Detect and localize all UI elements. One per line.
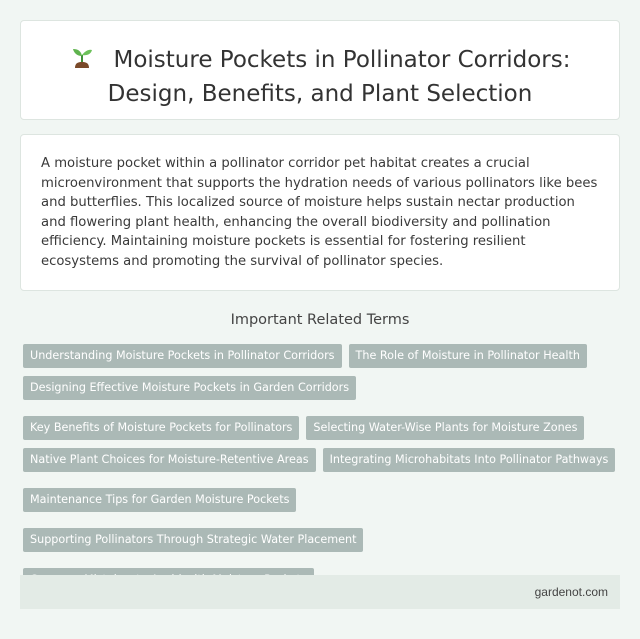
footer [20, 575, 620, 609]
related-term-tag[interactable]: Supporting Pollinators Through Strategic Water Placement [23, 528, 363, 552]
related-term-tag[interactable]: The Role of Moisture in Pollinator Health [349, 344, 587, 368]
title-card [20, 20, 620, 120]
related-term-tag[interactable]: Understanding Moisture Pockets in Pollinator Corridors [23, 344, 342, 368]
title-line-2: Design, Benefits, and Plant Selection [107, 81, 533, 107]
related-term-tag[interactable]: Designing Effective Moisture Pockets in Garden Corridors [23, 376, 356, 400]
related-term-tag[interactable]: Key Benefits of Moisture Pockets for Pollinators [23, 416, 299, 440]
page-title [21, 44, 619, 110]
related-terms-heading: Important Related Terms [230, 312, 410, 328]
title-line-1: Moisture Pockets in Pollinator Corridors: [113, 47, 571, 73]
related-term-tag[interactable]: Integrating Microhabitats Into Pollinator Pathways [323, 448, 616, 472]
description-text: A moisture pocket within a pollinator corridor pet habitat creates a crucial microenvironment that supports the hydration needs of various pollinators like bees and butterflies. This localized source of moisture helps sustain nectar production and flowering plant health, enhancing the overall biodiversity and pollination efficiency. Maintaining moisture pockets is essential for fostering resilient ecosystems and promoting the survival of pollinator species. [41, 156, 598, 269]
related-terms-list [23, 344, 623, 592]
related-term-tag[interactable]: Native Plant Choices for Moisture-Retentive Areas [23, 448, 316, 472]
footer-site-link[interactable]: gardenot.com [534, 585, 608, 599]
sprout-icon [69, 44, 95, 79]
description-card [20, 134, 620, 291]
related-term-tag[interactable]: Selecting Water-Wise Plants for Moisture Zones [306, 416, 584, 440]
related-term-tag[interactable]: Maintenance Tips for Garden Moisture Pockets [23, 488, 296, 512]
